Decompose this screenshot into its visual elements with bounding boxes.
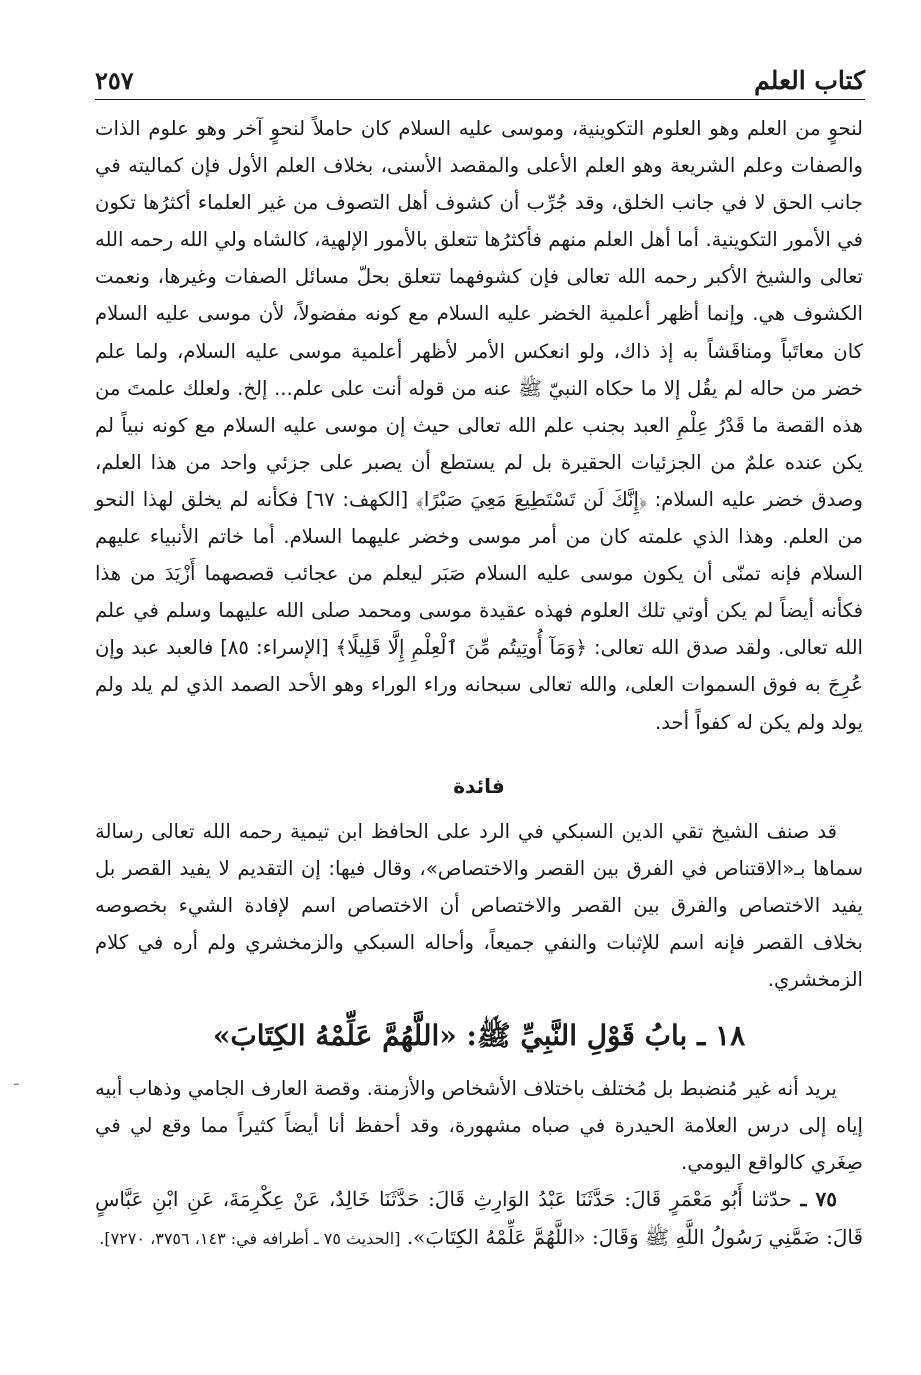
main-text	[95, 110, 863, 1257]
commentary-paragraph: لنحوٍ من العلم وهو العلوم التكوينية، وموسى عليه السلام كان حاملاً لنحوٍ آخر وهو علوم الذات والصفات وعلم الشريعة وهو العلم الأعلى والمقصد الأسنى، بخلاف العلم الأول فإن كماليته في جانب الحق لا في جانب الخلق، وقد جُرِّب أن كشوف أهل التصوف من غير العلماء أكثرُها تكون في الأمور التكوينية. أما أهل العلم منهم فأكثرُها تتعلق بالأمور الإلهية، كالشاه ولي الله رحمه الله تعالى والشيخ الأكبر رحمه الله تعالى فإن كشوفهما تتعلق بحلّ مسائل الصفات وغيرها، ونعمت الكشوف هي. وإنما أظهر أعلمية الخضر عليه السلام مع كونه مفضولاً، لأن موسى عليه السلام كان معاتَباً ومناقَشاً به إذ ذاك، ولو انعكس الأمر لأظهر أعلمية موسى عليه السلام، ولما علم خضر من حاله لم يقُل إلا ما حكاه النبيّ ﷺ عنه من قوله أنت على علم... إلخ. ولعلك علمتَ من هذه القصة ما قَدْرُ عِلْمِ العبد بجنب علم الله تعالى حيث إن موسى عليه السلام مع كونه نبياً لم يكن عنده علمٌ من الجزئيات الحقيرة بل لم يستطع أن يصبر على جزئي واحد من هذا العلم، وصدق خضر عليه السلام: ﴿إِنَّكَ لَن تَسْتَطِيعَ مَعِيَ صَبْرًا﴾ [الكهف: ٦٧] فكأنه لم يخلق لهذا النحو من العلم. وهذا الذي علمته كان من أمر موسى وخضر عليهما السلام. أما خاتم الأنبياء عليهم السلام فإنه تمنّى أن يكون موسى عليه السلام صَبَر ليعلم من عجائب قصصهما أَزْيَدَ من هذا فكأنه أيضاً لم يكن أوتي تلك العلوم فهذه عقيدة موسى ومحمد صلى الله عليهما وسلم في علم الله تعالى. ولقد صدق الله تعالى: ﴿وَمَآ أُوتِيتُم مِّنَ ٱلْعِلْمِ إِلَّا قَلِيلًا﴾ [الإسراء: ٨٥] فالعبد عبد وإن عُرِجَ به فوق السموات العلى، والله تعالى سبحانه وراء الوراء وهو الأحد الصمد الذي لم يلد ولم يولد ولم يكن له كفواً أحد.	[95, 117, 863, 734]
hadith-paragraph	[95, 1181, 863, 1256]
hadith-text: حدّثنا أَبُو مَعْمَرٍ قَالَ: حَدَّثَنَا عَبْدُ الوَارِثِ قَالَ: حَدَّثَنَا خَالِدٌ، عَنْ عِكْرِمَةَ، عَنِ ابْنِ عَبَّاسٍ قَالَ: ضَمَّنِي رَسُولُ اللَّهِ ﷺ وَقَالَ: «اللَّهُمَّ عَلِّمْهُ الكِتَابَ».	[95, 1187, 863, 1249]
page-header	[95, 56, 865, 100]
margin-mark: ـ	[14, 1070, 19, 1089]
hadith-reference: [الحديث ٧٥ ـ أطرافه في: ١٤٣، ٣٧٥٦، ٧٢٧٠].	[99, 1228, 401, 1248]
running-head: كتاب العلم	[754, 66, 865, 95]
faida-paragraph: قد صنف الشيخ تقي الدين السبكي في الرد على الحافظ ابن تيمية رحمه الله تعالى رسالة سماها بـ«الاقتناص في الفرق بين القصر والاختصاص»، وقال فيها: إن التقديم لا يفيد القصر بل يفيد الاختصاص والفرق بين القصر والاختصاص أن الاختصاص اسم لإفادة الشيء بخصوصه بخلاف القصر فإنه اسم للإثبات والنفي جميعاً، وأحاله السبكي والزمخشري ولم أره في كلام الزمخشري.	[95, 819, 863, 992]
hadith-number: ٧٥ ـ	[800, 1187, 837, 1212]
chapter-title: ١٨ ـ بابُ قَوْلِ النَّبِيِّ ﷺ: «اللَّهُمَّ عَلِّمْهُ الكِتَابَ»	[212, 1019, 746, 1053]
page-number: ٢٥٧	[95, 66, 134, 95]
chapter-commentary: يريد أنه غير مُنضبط بل مُختلف باختلاف الأشخاص والأزمنة. وقصة العارف الجامي وذهاب أبيه إياه إلى درس العلامة الحيدرة في صباه مشهورة، وقد أحفظ أنا أيضاً كثيراً مما وقع لي في صِغَري كالواقع اليومي.	[95, 1077, 863, 1175]
faida-heading: فائدة	[453, 773, 505, 798]
